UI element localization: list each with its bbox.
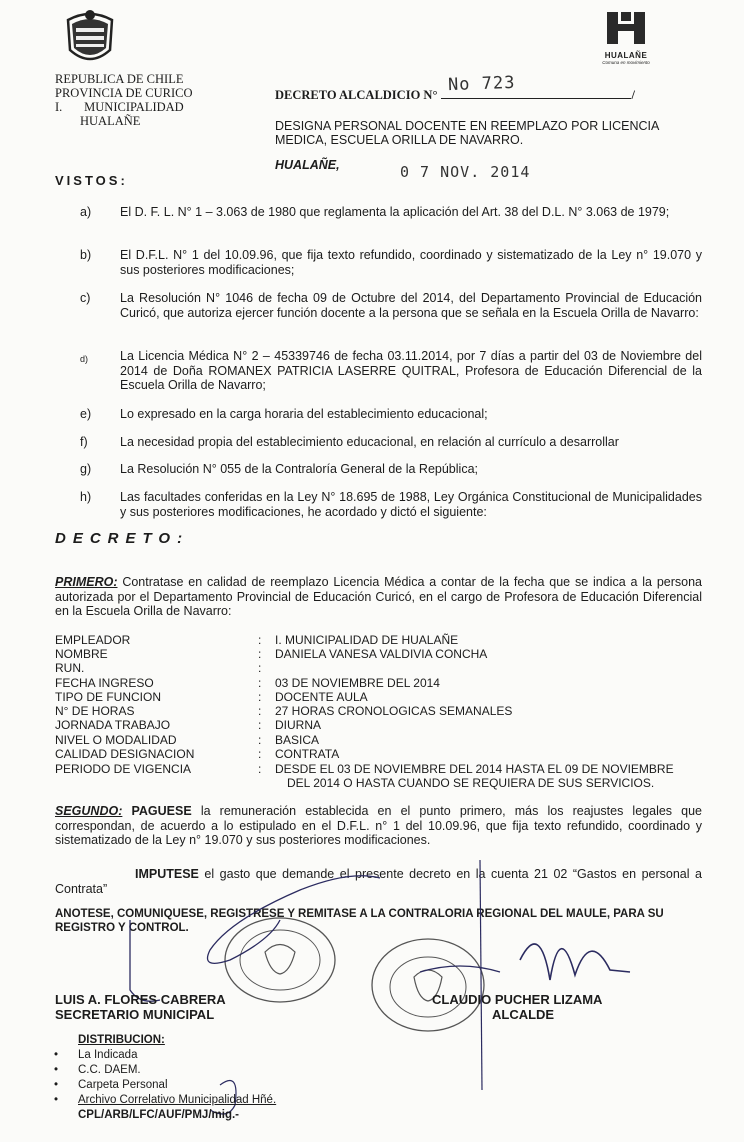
item-text: La Licencia Médica N° 2 – 45339746 de fecha 03.11.2014, por 7 días a partir del 03 de Noviembre del 2014 de Doña ROMANEX PATRICIA LASERRE QUITRAL, Profesora de Educación Diferencial de la Escuela Orilla de Navarro;	[120, 349, 702, 392]
item-text: El D.F.L. N° 1 del 10.09.96, que fija texto refundido, coordinado y sistematizado de la Ley n° 19.070 y sus posteriores modificaciones;	[120, 248, 702, 277]
item-letter: c)	[80, 291, 91, 305]
issuer-line: PROVINCIA DE CURICO	[55, 86, 193, 100]
item-letter: g)	[80, 462, 92, 476]
logo-brand-text: HUALAÑE	[604, 51, 648, 60]
decree-subject: DESIGNA PERSONAL DOCENTE EN REEMPLAZO POR LICENCIA MEDICA, ESCUELA ORILLA DE NAVARRO.	[275, 119, 659, 147]
hualane-logo	[598, 10, 654, 65]
vistos-heading: VISTOS:	[55, 173, 128, 188]
list-item: • Carpeta Personal	[54, 1078, 276, 1093]
issuer-block	[55, 72, 193, 128]
list-item: • La Indicada	[54, 1048, 276, 1063]
detail-value: BASICA	[275, 733, 320, 747]
impute-bold: IMPUTESE	[135, 867, 199, 881]
detail-value: DANIELA VANESA VALDIVIA CONCHA	[275, 647, 488, 661]
detail-key: RUN.	[55, 661, 85, 675]
detail-key: EMPLEADOR	[55, 633, 131, 647]
item-letter: e)	[80, 407, 92, 421]
detail-value: DIURNA	[275, 718, 322, 732]
distribution-initials: CPL/ARB/LFC/AUF/PMJ/mig.-	[78, 1109, 239, 1121]
item-text: La Resolución N° 055 de la Contraloría General de la República;	[120, 462, 478, 476]
item-text: Las facultades conferidas en la Ley N° 18.695 de 1988, Ley Orgánica Constitucional de Municipalidades y sus posteriores modificaciones, he acordado y dictó el siguiente:	[120, 490, 702, 519]
mayor-signature-block	[432, 992, 602, 1022]
detail-value: DOCENTE AULA	[275, 690, 368, 704]
list-item	[80, 490, 702, 519]
decree-number-line	[441, 98, 631, 99]
item-letter: d)	[80, 354, 89, 364]
detail-value: CONTRATA	[275, 747, 340, 761]
list-item	[80, 462, 702, 477]
list-item: • Archivo Correlativo Municipalidad Hñé.	[54, 1093, 276, 1108]
list-item	[80, 407, 702, 422]
impute-text: el gasto que demande el presente decreto en la cuenta 21 02 “Gastos en personal a Contrata”	[55, 867, 702, 896]
mayor-name: CLAUDIO PUCHER LIZAMA	[432, 992, 603, 1007]
segundo-paragraph	[55, 804, 702, 848]
detail-key: NIVEL O MODALIDAD	[55, 733, 177, 747]
secretary-name: LUIS A. FLORES CABRERA	[55, 992, 226, 1007]
segundo-bold: PAGUESE	[122, 804, 192, 818]
secretary-signature-block	[55, 992, 226, 1022]
item-letter: a)	[80, 205, 92, 219]
list-item	[80, 205, 702, 220]
list-item: • C.C. DAEM.	[54, 1063, 276, 1078]
detail-value: 03 DE NOVIEMBRE DEL 2014	[275, 676, 440, 690]
decree-title-text: DECRETO ALCALDICIO N°	[275, 88, 438, 102]
decree-line-end: /	[631, 88, 635, 102]
secretary-title: SECRETARIO MUNICIPAL	[55, 1007, 215, 1022]
item-letter: f)	[80, 435, 88, 449]
distribution-block	[78, 1033, 276, 1123]
item-text: La Resolución N° 1046 de fecha 09 de Octubre del 2014, del Departamento Provincial de Educación Curicó, que autoriza ejercer función docente a la persona que se señala en la Escuela Orilla de Navarro:	[120, 291, 702, 320]
segundo-label: SEGUNDO:	[55, 804, 123, 818]
issuer-line: HUALAÑE	[55, 114, 141, 128]
list-item	[80, 435, 702, 450]
item-text: La necesidad propia del establecimiento educacional, en relación al currículo a desarrollar	[120, 435, 619, 449]
detail-value: 27 HORAS CRONOLOGICAS SEMANALES	[275, 704, 513, 718]
detail-key: FECHA INGRESO	[55, 676, 154, 690]
detail-key: CALIDAD DESIGNACION	[55, 747, 195, 761]
detail-value: I. MUNICIPALIDAD DE HUALAÑE	[275, 633, 459, 647]
periodo-continuation: DEL 2014 O HASTA CUANDO SE REQUIERA DE SUS SERVICIOS.	[287, 776, 655, 790]
logo-tagline: Comuna en movimiento	[602, 60, 650, 65]
hualane-h-logo-icon	[604, 10, 648, 46]
detail-key: PERIODO DE VIGENCIA	[55, 762, 192, 776]
detail-key: TIPO DE FUNCION	[55, 690, 162, 704]
decree-number-stamp: No 723	[447, 72, 516, 96]
segundo-text: la remuneración establecida en el punto primero, más los reajustes legales que correspondan, de acuerdo a lo estipulado en el D.F.L. n° 1 del 10.09.96, que fija texto refundido, coordinado y sistematizado de la Ley n° 19.070 y sus posteriores modificaciones.	[55, 804, 703, 847]
municipal-crest-icon	[62, 6, 118, 68]
item-text: El D. F. L. N° 1 – 3.063 de 1980 que reglamenta la aplicación del Art. 38 del D.L. N° 3.063 de 1979;	[120, 205, 670, 219]
distribution-title: DISTRIBUCION:	[78, 1034, 165, 1046]
detail-key: N° DE HORAS	[55, 704, 135, 718]
detail-key: NOMBRE	[55, 647, 108, 661]
detail-key: JORNADA TRABAJO	[55, 718, 171, 732]
item-text: Lo expresado en la carga horaria del establecimiento educacional;	[120, 407, 488, 421]
primero-label: PRIMERO:	[55, 575, 118, 589]
list-item	[80, 291, 702, 320]
issuer-line: I. MUNICIPALIDAD	[55, 100, 184, 114]
item-letter: b)	[80, 248, 92, 262]
mayor-title: ALCALDE	[492, 1007, 555, 1022]
closing-formula: ANOTESE, COMUNIQUESE, REGISTRESE Y REMITASE A LA CONTRALORIA REGIONAL DEL MAULE, PARA SU REGISTRO Y CONTROL.	[55, 908, 664, 934]
decreto-heading: DECRETO:	[55, 530, 190, 547]
item-letter: h)	[80, 490, 92, 504]
primero-text: Contratase en calidad de reemplazo Licencia Médica a contar de la fecha que se indica a la persona autorizada por el Departamento Provincial de Educación Curicó, en el cargo de Profesora de Educación Diferencial en la Escuela Orilla de Navarro:	[55, 575, 702, 618]
list-item	[80, 248, 702, 277]
primero-paragraph	[55, 575, 702, 619]
date-stamp: 0 7 NOV. 2014	[400, 163, 531, 181]
decree-city: HUALAÑE,	[275, 158, 340, 172]
list-item	[80, 349, 702, 393]
detail-value: DESDE EL 03 DE NOVIEMBRE DEL 2014 HASTA EL 09 DE NOVIEMBRE	[275, 762, 674, 776]
issuer-line: REPUBLICA DE CHILE	[55, 72, 184, 86]
